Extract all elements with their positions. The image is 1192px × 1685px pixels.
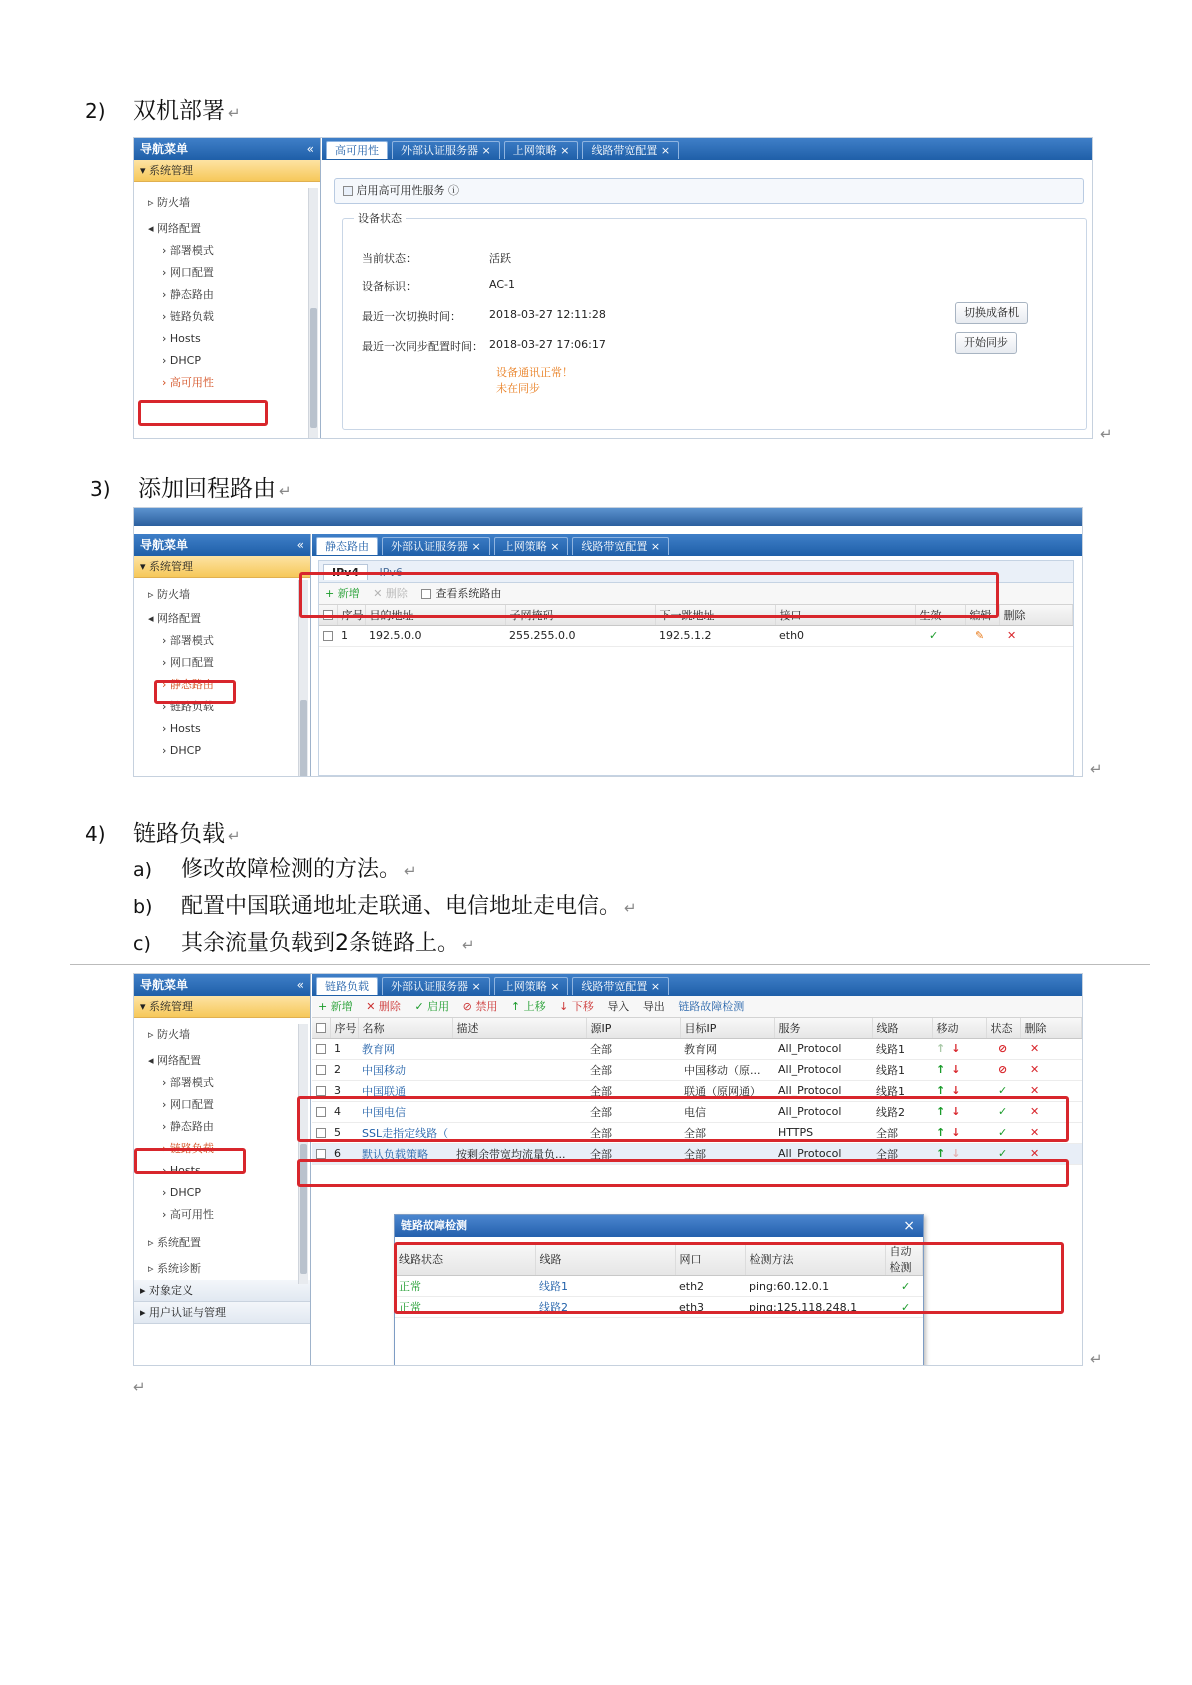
row-checkbox[interactable] [316,1044,326,1054]
col-header: 检测方法 [745,1243,885,1276]
tab-policy[interactable]: 上网策略 × [504,141,579,159]
move-up-button[interactable]: ↑ 上移 [510,1000,546,1013]
delete-x-icon[interactable]: ✕ [1020,1038,1082,1059]
status-icon[interactable]: ✓ [986,1080,1020,1101]
highlight-box [394,1242,1064,1314]
col-header: 删除 [1020,1018,1082,1038]
collapse-icon[interactable]: « [296,978,304,992]
cell-name[interactable]: 教育网 [358,1038,452,1059]
select-all-checkbox[interactable] [316,1023,326,1033]
dialog-title: 链路故障检测 [401,1219,467,1232]
move-down-icon[interactable]: ↓ [951,1126,961,1139]
highlight-box [134,1148,246,1174]
new-button[interactable]: + 新增 [318,1000,353,1013]
cell-destination: 192.5.0.0 [365,625,505,646]
status-icon[interactable]: ⊘ [986,1038,1020,1059]
heading-number: 4) [85,822,106,846]
row-checkbox-cell [312,1038,330,1059]
cell-src: 全部 [586,1122,680,1143]
move-down-icon[interactable]: ↓ [951,1042,961,1055]
heading-number: 3) [90,477,111,501]
col-header: 生效 [915,605,965,625]
col-header: 编辑 [965,605,999,625]
tab-static-route[interactable]: 静态路由 [316,537,378,555]
table-row[interactable] [312,1038,1082,1059]
cell-name[interactable]: 中国电信 [358,1101,452,1122]
nav-item-dhcp[interactable]: › DHCP [162,1186,201,1199]
cell-line-state: 正常 [395,1276,535,1297]
lb-table [312,1018,1082,1165]
dialog-header [395,1215,923,1237]
cell-name[interactable]: 默认负载策略 [358,1143,452,1164]
ha-enable-label: 启用高可用性服务 ⓘ [356,184,459,197]
cell-service: HTTPS [774,1122,872,1143]
item-number: a) [133,859,153,881]
cell-no: 1 [330,1038,358,1059]
collapse-icon[interactable]: « [296,538,304,552]
sync-status-message: 未在同步 [496,382,540,395]
tab-ext-auth[interactable]: 外部认证服务器 × [382,977,490,995]
item-text: 配置中国联通地址走联通、电信地址走电信。 [181,894,622,919]
status-icon[interactable]: ✓ [986,1101,1020,1122]
col-header: 自动检测 [885,1243,923,1276]
nav-section-system[interactable]: ▾ 系统管理 [134,556,310,578]
cell-no: 1 [337,625,365,646]
return-mark: ↵ [279,482,292,500]
cell-mask: 255.255.0.0 [505,625,655,646]
highlight-box [138,400,268,426]
scroll-thumb[interactable] [310,308,317,428]
sync-time-label: 最近一次同步配置时间： [362,340,483,353]
delete-x-icon[interactable]: ✕ [1020,1059,1082,1080]
item-number: c) [133,933,151,955]
nav-item-static-route[interactable]: › 静态路由 [162,288,214,301]
col-header: 子网掩码 [505,605,655,625]
tab-ipv6[interactable]: IPv6 [379,566,403,579]
return-mark: ↵ [1090,760,1103,778]
return-mark: ↵ [133,1378,146,1396]
switch-time-value: 2018-03-27 12:11:28 [489,308,606,321]
col-header: 目的地址 [365,605,505,625]
cell-dst: 全部 [680,1122,774,1143]
col-header: 名称 [358,1018,452,1038]
list-item-a [133,852,417,883]
device-status-fieldset [342,218,1087,430]
return-mark: ↵ [228,104,241,122]
tab-bandwidth[interactable]: 线路带宽配置 × [572,977,669,995]
nav-sidebar [134,138,321,438]
col-header: 源IP [586,1018,680,1038]
new-route-button[interactable]: + 新增 [325,587,360,600]
cell-method: ping:125.118.248.1 [745,1297,885,1318]
item-number: b) [133,896,153,918]
ha-enable-row [334,178,1084,204]
nav-header [134,138,320,160]
fault-detect-button[interactable]: 链路故障检测 [678,1000,745,1013]
nav-item-deploy[interactable]: › 部署模式 [162,634,214,647]
tab-bandwidth[interactable]: 线路带宽配置 × [582,141,679,159]
export-button[interactable]: 导出 [642,1000,665,1013]
cell-name[interactable]: 中国移动 [358,1059,452,1080]
comm-status-message: 设备通讯正常！ [496,366,573,379]
ha-enable-checkbox[interactable] [343,186,353,196]
id-value: AC-1 [489,278,515,291]
nav-item-dhcp[interactable]: › DHCP [162,354,201,367]
return-mark: ↵ [404,862,417,880]
nav-section-system[interactable]: ▾ 系统管理 [134,996,310,1018]
cell-line-state: 正常 [395,1297,535,1318]
cell-dst: 中国移动（原... [680,1059,774,1080]
cell-name[interactable]: SSL走指定线路（ [358,1122,452,1143]
delete-x-icon[interactable]: ✕ [1020,1080,1082,1101]
row-checkbox[interactable] [316,1086,326,1096]
screenshot-link-balance [133,973,1083,1366]
nav-item-hosts[interactable]: › Hosts [162,332,201,345]
edit-pencil-icon[interactable]: ✎ [965,625,999,646]
status-icon[interactable]: ✓ [986,1122,1020,1143]
view-system-label: 查看系统路由 [435,587,502,600]
tab-policy[interactable]: 上网策略 × [494,537,569,555]
col-header: 服务 [774,1018,872,1038]
col-header: 序号 [337,605,365,625]
heading-title: 链路负载 [133,821,225,847]
nav-item-diagnostics[interactable]: ▹ 系统诊断 [148,1262,202,1275]
delete-route-button[interactable]: ✕ 删除 [373,587,408,600]
nav-item-network[interactable]: ◂ 网络配置 [148,612,202,625]
highlight-box [154,680,236,704]
nav-section-system[interactable]: ▾ 系统管理 [134,160,320,182]
nav-item-interface[interactable]: › 网口配置 [162,266,214,279]
cell-service: All_Protocol [774,1038,872,1059]
tab-ext-auth[interactable]: 外部认证服务器 × [392,141,500,159]
move-up-icon[interactable]: ↑ [936,1105,946,1118]
move-up-icon[interactable]: ↑ [936,1147,946,1160]
cell-method: ping:60.12.0.1 [745,1276,885,1297]
id-label: 设备标识： [362,280,417,293]
auto-check-icon: ✓ [885,1276,923,1297]
tab-policy[interactable]: 上网策略 × [494,977,569,995]
cell-name[interactable]: 中国联通 [358,1080,452,1101]
delete-button[interactable]: ✕ 删除 [366,1000,401,1013]
switch-time-label: 最近一次切换时间： [362,310,461,323]
cell-line: 线路2 [872,1101,932,1122]
nav-title: 导航菜单 [140,142,189,156]
cell-no: 5 [330,1122,358,1143]
item-text: 其余流量负载到2条链路上。 [181,931,459,956]
switch-standby-button[interactable]: 切换成备机 [955,302,1028,324]
col-header: 下一跳地址 [655,605,775,625]
return-mark: ↵ [462,936,475,954]
table-row[interactable] [312,1059,1082,1080]
cell-line-link[interactable]: 线路1 [535,1276,675,1297]
nav-title: 导航菜单 [140,538,189,552]
close-icon[interactable]: × [903,1218,915,1234]
highlight-box [297,1159,1069,1187]
nav-item-network[interactable]: ◂ 网络配置 [148,1054,202,1067]
table-header [312,1018,1082,1038]
section-heading-2 [85,92,241,125]
col-header: 线路 [872,1018,932,1038]
status-icon[interactable]: ✓ [986,1143,1020,1164]
row-checkbox-cell [312,1059,330,1080]
nav-item-hosts[interactable]: › Hosts [162,722,201,735]
move-cell [932,1038,986,1059]
sync-time-value: 2018-03-27 17:06:17 [489,338,606,351]
move-down-button[interactable]: ↓ 下移 [559,1000,594,1013]
col-header: 接口 [775,605,915,625]
tab-ha[interactable]: 高可用性 [326,141,388,159]
return-mark: ↵ [624,899,637,917]
cell-line-link[interactable]: 线路2 [535,1297,675,1318]
tab-bar [312,974,1082,996]
fieldset-legend: 设备状态 [354,210,406,226]
move-down-icon[interactable]: ↓ [951,1063,961,1076]
nav-item-network[interactable]: ◂ 网络配置 [148,222,202,235]
window-strip [134,508,1082,526]
col-header: 移动 [932,1018,986,1038]
cell-dst: 联通（原网通） [680,1080,774,1101]
tab-ipv4[interactable]: IPv4 [323,564,368,580]
cell-line: 线路1 [872,1080,932,1101]
delete-x-icon[interactable]: ✕ [1020,1143,1082,1164]
nav-item-dhcp[interactable]: › DHCP [162,744,201,757]
nav-header [134,974,310,996]
nav-item-static-route[interactable]: › 静态路由 [162,1120,214,1133]
cell-port: eth3 [675,1297,745,1318]
cell-src: 全部 [586,1101,680,1122]
cell-dst: 电信 [680,1101,774,1122]
state-value: 活跃 [489,252,511,265]
col-header: 目标IP [680,1018,774,1038]
col-header: 线路状态 [395,1243,535,1276]
move-cell [932,1059,986,1080]
cell-src: 全部 [586,1143,680,1164]
section-heading-3 [90,470,292,503]
nav-sidebar [134,534,311,776]
cell-line: 全部 [872,1122,932,1143]
enabled-check-icon[interactable]: ✓ [915,625,965,646]
nav-header [134,534,310,556]
tab-bar [322,138,1092,160]
nav-item-firewall[interactable]: ▹ 防火墙 [148,588,191,601]
col-header: 描述 [452,1018,586,1038]
nav-item-hosts[interactable]: › Hosts [162,1164,201,1177]
move-up-icon[interactable]: ↑ [936,1063,946,1076]
cell-no: 2 [330,1059,358,1080]
nav-item-system-config[interactable]: ▹ 系统配置 [148,1236,202,1249]
col-header: 删除 [999,605,1073,625]
nav-scrollbar[interactable] [298,1024,308,1284]
return-mark: ↵ [1090,1350,1103,1368]
col-header: 状态 [986,1018,1020,1038]
cell-service: All_Protocol [774,1101,872,1122]
delete-x-icon[interactable]: ✕ [1020,1122,1082,1143]
row-checkbox[interactable] [316,1065,326,1075]
delete-x-icon[interactable]: ✕ [999,625,1073,646]
cell-desc: 按剩余带宽均流量负... [452,1143,586,1164]
highlight-box [297,1096,1069,1142]
cell-src: 全部 [586,1059,680,1080]
start-sync-button[interactable]: 开始同步 [955,332,1017,354]
nav-section-objects[interactable]: ▸ 对象定义 [134,1280,310,1302]
cell-line: 全部 [872,1143,932,1164]
cell-dst: 全部 [680,1143,774,1164]
col-header: 线路 [535,1243,675,1276]
nav-section-user-auth[interactable]: ▸ 用户认证与管理 [134,1302,310,1324]
cell-line: 线路1 [872,1059,932,1080]
row-checkbox[interactable] [316,1149,326,1159]
cell-src: 全部 [586,1080,680,1101]
move-up-icon[interactable]: ↑ [936,1084,946,1097]
tab-bandwidth[interactable]: 线路带宽配置 × [572,537,669,555]
cell-src: 全部 [586,1038,680,1059]
screenshot-static-route [133,507,1083,777]
delete-x-icon[interactable]: ✕ [1020,1101,1082,1122]
list-item-c [133,926,475,957]
nav-item-interface[interactable]: › 网口配置 [162,656,214,669]
tab-link-balance[interactable]: 链路负载 [316,977,378,995]
nav-scrollbar[interactable] [308,188,318,438]
heading-title: 双机部署 [133,98,225,124]
cell-dst: 教育网 [680,1038,774,1059]
return-mark: ↵ [1100,425,1113,443]
move-down-icon[interactable]: ↓ [951,1084,961,1097]
tab-bar [312,534,1082,556]
nav-item-deploy[interactable]: › 部署模式 [162,244,214,257]
nav-item-firewall[interactable]: ▹ 防火墙 [148,1028,191,1041]
enable-button[interactable]: ✓ 启用 [414,1000,450,1013]
cell-service: All_Protocol [774,1059,872,1080]
cell-no: 6 [330,1143,358,1164]
cell-no: 4 [330,1101,358,1122]
nav-item-interface[interactable]: › 网口配置 [162,1098,214,1111]
nav-title: 导航菜单 [140,978,189,992]
return-mark: ↵ [228,827,241,845]
row-checkbox[interactable] [323,631,333,641]
screenshot-ha [133,137,1093,439]
scroll-thumb[interactable] [300,700,307,777]
cell-interface: eth0 [775,625,915,646]
page-break-line [70,964,1150,965]
cell-service: All_Protocol [774,1143,872,1164]
nav-item-link-balance[interactable]: › 链路负载 [162,1142,214,1155]
collapse-icon[interactable]: « [306,142,314,156]
highlight-box [299,572,999,618]
cell-desc [452,1059,586,1080]
nav-item-firewall[interactable]: ▹ 防火墙 [148,196,191,209]
cell-no: 3 [330,1080,358,1101]
cell-service: All_Protocol [774,1080,872,1101]
status-icon[interactable]: ⊘ [986,1059,1020,1080]
auto-check-icon: ✓ [885,1297,923,1318]
move-up-icon[interactable]: ↑ [936,1126,946,1139]
nav-item-static-route[interactable]: › 静态路由 [162,678,214,691]
cell-next-hop: 192.5.1.2 [655,625,775,646]
state-label: 当前状态： [362,252,417,265]
nav-item-link-balance[interactable]: › 链路负载 [162,310,214,323]
cell-line: 线路1 [872,1038,932,1059]
heading-title: 添加回程路由 [138,476,276,502]
cell-port: eth2 [675,1276,745,1297]
move-up-icon[interactable]: ↑ [936,1042,946,1055]
import-button[interactable]: 导入 [607,1000,630,1013]
list-item-b [133,889,637,920]
nav-item-ha[interactable]: › 高可用性 [162,1208,214,1221]
nav-item-link-balance[interactable]: › 链路负载 [162,700,214,713]
cell-desc [452,1038,586,1059]
nav-item-ha[interactable]: › 高可用性 [162,376,214,389]
disable-button[interactable]: ⊘ 禁用 [462,1000,498,1013]
item-text: 修改故障检测的方法。 [181,857,402,882]
heading-number: 2) [85,99,106,123]
tab-ext-auth[interactable]: 外部认证服务器 × [382,537,490,555]
nav-item-deploy[interactable]: › 部署模式 [162,1076,214,1089]
col-header: 序号 [330,1018,358,1038]
move-down-icon[interactable]: ↓ [951,1105,961,1118]
table-row[interactable] [319,625,1073,646]
lb-toolbar [312,996,1082,1018]
col-header: 网口 [675,1243,745,1276]
move-down-icon[interactable]: ↓ [951,1147,961,1160]
section-heading-4 [85,815,241,848]
